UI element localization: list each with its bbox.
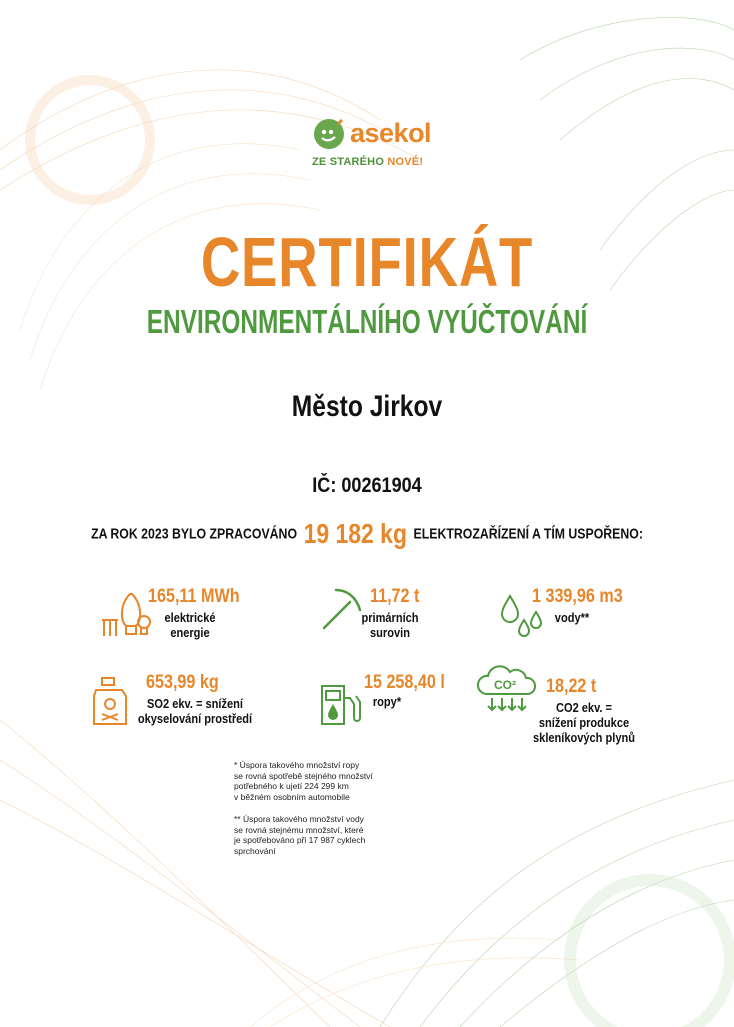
logo-tagline: ZE STARÉHO NOVÉ!: [312, 156, 424, 168]
footnote-line: ** Úspora takového množství vody: [234, 814, 364, 824]
light-bulbs-icon: [96, 590, 152, 646]
toxic-canister-icon: [90, 676, 130, 728]
footnote-line: potřebného k ujetí 224 299 km: [234, 781, 349, 791]
footnote-line: v běžném osobním automobile: [234, 791, 350, 802]
summary-line: [66, 518, 668, 550]
certificate-title: CERTIFIKÁT: [200, 223, 534, 301]
stat-label: surovin: [370, 625, 410, 640]
summary-prefix: ZA ROK 2023 BYLO ZPRACOVÁNO: [91, 525, 298, 543]
stat-oil: [318, 672, 478, 732]
footnote-line: je spotřebováno při 17 987 cyklech: [234, 835, 366, 845]
fuel-pump-icon: [318, 682, 364, 728]
stat-label: CO2 ekv. =: [555, 700, 612, 715]
summary-amount: 19 182 kg: [303, 518, 407, 549]
stat-label: primárních: [361, 610, 419, 625]
stat-label: snížení produkce: [538, 715, 630, 730]
stat-label: elektrické: [164, 610, 216, 625]
stat-electricity: [92, 586, 272, 646]
stat-so2: [90, 672, 290, 732]
footnote-line: sprchování: [234, 845, 276, 856]
stat-water: [498, 586, 648, 646]
stat-label: vody**: [554, 610, 590, 625]
footnote-line: se rovná stejnému množství, které: [234, 824, 364, 835]
asekol-logo: [300, 116, 440, 180]
svg-text:CO²: CO²: [494, 678, 516, 692]
logo-smile-icon: [314, 119, 344, 149]
stat-value: 18,22 t: [546, 676, 597, 697]
footnote-water: [234, 814, 394, 856]
stat-co2: [474, 664, 654, 744]
stat-label: SO2 ekv. = snížení: [147, 696, 243, 711]
footnote-line: * Úspora takového množství ropy: [234, 760, 360, 770]
organization-id: IČ: 00261904: [312, 474, 422, 497]
stat-value: 165,11 MWh: [148, 586, 240, 607]
stat-label: energie: [170, 625, 210, 640]
stat-value: 11,72 t: [370, 586, 420, 607]
summary-suffix: ELEKTROZAŘÍZENÍ A TÍM USPOŘENO:: [413, 525, 643, 543]
stat-value: 15 258,40 l: [364, 672, 445, 693]
logo-wordmark: asekol: [350, 118, 432, 148]
stat-value: 1 339,96 m3: [532, 586, 623, 607]
stat-raw-materials: [318, 586, 478, 646]
organization-name: Město Jirkov: [291, 390, 443, 423]
stat-label: okyselování prostředí: [137, 711, 253, 726]
footnote-line: se rovná spotřebě stejného množství: [234, 770, 373, 781]
stat-value: 653,99 kg: [146, 672, 219, 693]
footnote-oil: [234, 760, 394, 802]
stat-label: ropy*: [372, 694, 402, 709]
certificate-subtitle: ENVIRONMENTÁLNÍHO VYÚČTOVÁNÍ: [146, 303, 588, 340]
stat-label: skleníkových plynů: [533, 730, 635, 745]
